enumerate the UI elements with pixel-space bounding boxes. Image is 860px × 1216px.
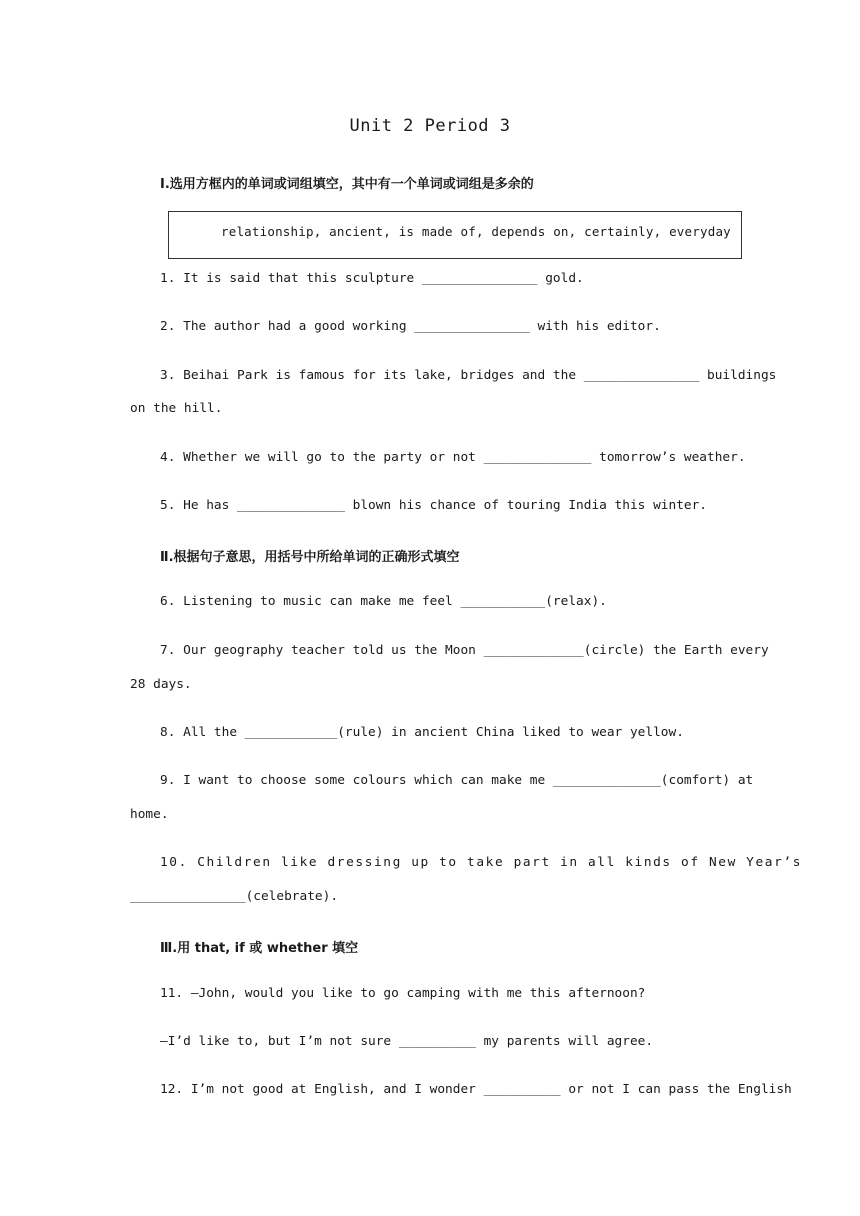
word-box [168,211,742,259]
question-5: 5. He has ______________ blown his chance of touring India this winter. [160,498,708,513]
question-10: 10. Children like dressing up to take part in all kinds of New Year’s [160,855,803,870]
question-7-continued: 28 days. [130,677,192,692]
section-2-heading: Ⅱ.根据句子意思，用括号中所给单词的正确形式填空 [160,550,460,565]
question-10-continued: _______________(celebrate). [130,889,339,904]
question-11-reply: —I’d like to, but I’m not sure __________ my parents will agree. [160,1034,654,1049]
question-3-continued: on the hill. [130,401,223,416]
question-2: 2. The author had a good working _______________ with his editor. [160,319,661,334]
section-3-heading: Ⅲ.用 that, if 或 whether 填空 [160,941,359,956]
question-4: 4. Whether we will go to the party or not ______________ tomorrow’s weather. [160,450,746,465]
section-1-heading: Ⅰ.选用方框内的单词或词组填空，其中有一个单词或词组是多余的 [160,177,534,192]
word-box-text: relationship, ancient, is made of, depends on, certainly, everyday [221,224,731,239]
question-7: 7. Our geography teacher told us the Moon _____________(circle) the Earth every [160,643,769,658]
question-11: 11. —John, would you like to go camping with me this afternoon? [160,986,646,1001]
question-9-continued: home. [130,807,169,822]
question-8: 8. All the ____________(rule) in ancient China liked to wear yellow. [160,725,684,740]
question-6: 6. Listening to music can make me feel ___________(relax). [160,594,607,609]
question-1: 1. It is said that this sculpture _______________ gold. [160,271,584,286]
question-9: 9. I want to choose some colours which can make me ______________(comfort) at [160,773,754,788]
page-title: Unit 2 Period 3 [349,116,511,136]
question-3: 3. Beihai Park is famous for its lake, bridges and the _______________ buildings [160,368,777,383]
question-12: 12. I’m not good at English, and I wonder __________ or not I can pass the English [160,1082,792,1097]
